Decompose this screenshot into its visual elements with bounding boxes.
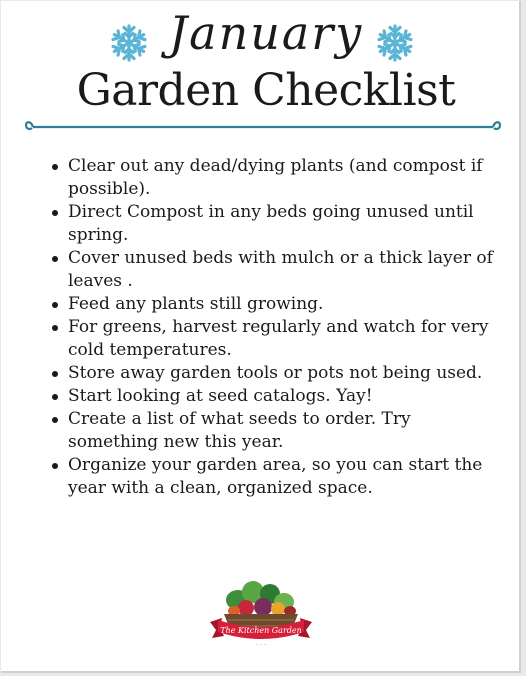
list-item [68,293,493,316]
page-title: Garden Checklist [76,65,456,116]
list-item [68,454,493,500]
bullet-icon [52,463,58,469]
bullet-icon [52,302,58,308]
bullet-icon [52,371,58,377]
decorative-divider [25,117,501,137]
list-item [68,408,493,454]
list-item [68,155,493,201]
checklist-page [1,1,521,673]
garden-checklist [23,155,493,500]
list-item [68,316,493,362]
page-header [1,1,521,141]
list-item [68,247,493,293]
list-item [68,385,493,408]
bullet-icon [52,256,58,262]
list-item [68,362,493,385]
list-item [68,201,493,247]
snowflake-icon [109,23,149,63]
list-item-text: Clear out any dead/dying plants (and compost if possible). [68,156,483,199]
bullet-icon [52,417,58,423]
vegetable-basket-logo [208,578,314,652]
svg-text:The Kitchen Garden: The Kitchen Garden [220,626,302,635]
list-item-text: Direct Compost in any beds going unused until spring. [68,202,474,245]
list-item-text: Start looking at seed catalogs. Yay! [68,386,373,406]
list-item-text: Cover unused beds with mulch or a thick layer of leaves . [68,248,493,291]
bullet-icon [52,164,58,170]
list-item-text: Create a list of what seeds to order. Try something new this year. [68,409,411,452]
bullet-icon [52,210,58,216]
list-item-text: For greens, harvest regularly and watch for very cold temperatures. [68,317,489,360]
bullet-icon [52,394,58,400]
svg-text:~ ~ ~: ~ ~ ~ [255,643,267,647]
snowflake-icon [375,23,415,63]
list-item-text: Feed any plants still growing. [68,294,324,314]
bullet-icon [52,325,58,331]
list-item-text: Organize your garden area, so you can start the year with a clean, organized space. [68,455,483,498]
list-item-text: Store away garden tools or pots not being used. [68,363,483,383]
title-month: January [168,6,364,60]
